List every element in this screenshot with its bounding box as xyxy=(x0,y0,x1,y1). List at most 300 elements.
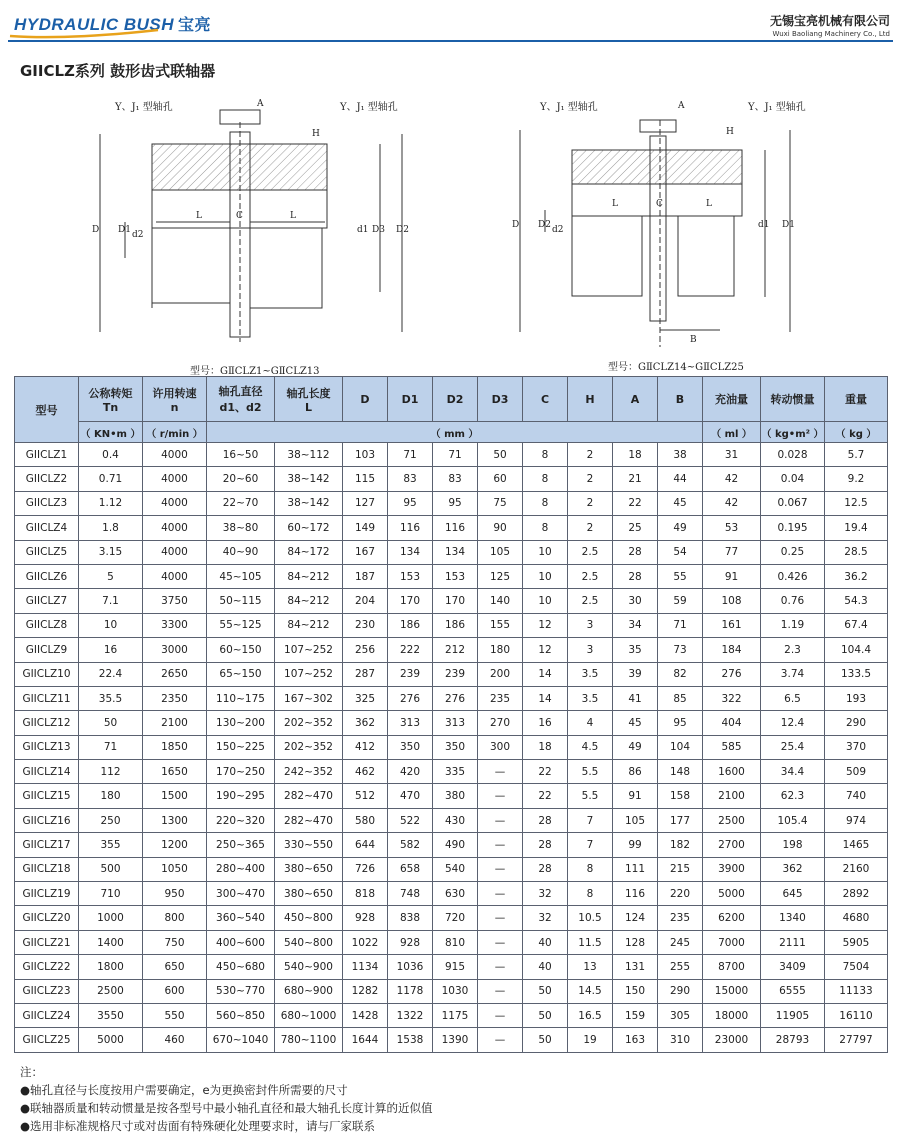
value-cell: 71 xyxy=(658,613,703,637)
diagram2-label-left: Y、J₁ 型轴孔 xyxy=(540,102,598,113)
value-cell: 133.5 xyxy=(825,662,888,686)
value-cell: 325 xyxy=(343,686,388,710)
svg-text:L: L xyxy=(290,211,296,221)
value-cell: 2500 xyxy=(79,979,143,1003)
value-cell: 500 xyxy=(79,857,143,881)
value-cell: 462 xyxy=(343,760,388,784)
value-cell: 0.426 xyxy=(761,564,825,588)
svg-text:H: H xyxy=(726,127,734,137)
diagram1-label-right: Y、J₁ 型轴孔 xyxy=(340,102,398,113)
value-cell: 4 xyxy=(568,711,613,735)
value-cell: 512 xyxy=(343,784,388,808)
value-cell: 5.5 xyxy=(568,760,613,784)
company-name-en: Wuxi Baoliang Machinery Co., Ltd xyxy=(772,30,890,38)
value-cell: 220~320 xyxy=(207,808,275,832)
value-cell: 22 xyxy=(523,760,568,784)
value-cell: 28 xyxy=(613,564,658,588)
value-cell: 404 xyxy=(703,711,761,735)
value-cell: 91 xyxy=(703,564,761,588)
value-cell: 34 xyxy=(613,613,658,637)
value-cell: 85 xyxy=(658,686,703,710)
table-row xyxy=(15,906,888,930)
header-weight: 重量 xyxy=(825,377,888,422)
table-row xyxy=(15,613,888,637)
value-cell: 95 xyxy=(658,711,703,735)
value-cell: 12 xyxy=(523,613,568,637)
value-cell: 4000 xyxy=(143,540,207,564)
model-cell: GIICLZ13 xyxy=(15,735,79,759)
value-cell: 31 xyxy=(703,443,761,467)
model-cell: GIICLZ9 xyxy=(15,638,79,662)
table-row xyxy=(15,1028,888,1052)
value-cell: 222 xyxy=(388,638,433,662)
value-cell: 12.4 xyxy=(761,711,825,735)
svg-text:L: L xyxy=(196,211,202,221)
table-row xyxy=(15,955,888,979)
value-cell: 84~172 xyxy=(275,540,343,564)
value-cell: 35.5 xyxy=(79,686,143,710)
value-cell: 658 xyxy=(388,857,433,881)
value-cell: 7000 xyxy=(703,930,761,954)
table-row xyxy=(15,638,888,662)
value-cell: 287 xyxy=(343,662,388,686)
value-cell: 450~800 xyxy=(275,906,343,930)
value-cell: 322 xyxy=(703,686,761,710)
value-cell: 32 xyxy=(523,882,568,906)
logo-swoosh-icon xyxy=(8,26,168,40)
value-cell: 11.5 xyxy=(568,930,613,954)
value-cell: 18 xyxy=(613,443,658,467)
value-cell: 0.71 xyxy=(79,467,143,491)
model-cell: GIICLZ22 xyxy=(15,955,79,979)
value-cell: 59 xyxy=(658,589,703,613)
header-speed: 许用转速 n xyxy=(143,377,207,422)
value-cell: 4000 xyxy=(143,443,207,467)
value-cell: 23000 xyxy=(703,1028,761,1052)
value-cell: 10 xyxy=(79,613,143,637)
value-cell: 1322 xyxy=(388,1003,433,1027)
header-bore-diameter: 轴孔直径 d1、d2 xyxy=(207,377,275,422)
value-cell: 11133 xyxy=(825,979,888,1003)
svg-text:D2: D2 xyxy=(396,225,409,235)
value-cell: 180 xyxy=(478,638,523,662)
value-cell: 3900 xyxy=(703,857,761,881)
value-cell: 53 xyxy=(703,516,761,540)
value-cell: 680~1000 xyxy=(275,1003,343,1027)
value-cell: 7 xyxy=(568,833,613,857)
value-cell: 1.8 xyxy=(79,516,143,540)
value-cell: 8 xyxy=(568,857,613,881)
model-cell: GIICLZ10 xyxy=(15,662,79,686)
value-cell: 111 xyxy=(613,857,658,881)
value-cell: 200 xyxy=(478,662,523,686)
value-cell: 4680 xyxy=(825,906,888,930)
value-cell: 16.5 xyxy=(568,1003,613,1027)
value-cell: 28 xyxy=(523,808,568,832)
value-cell: 670~1040 xyxy=(207,1028,275,1052)
header-model: 型号 xyxy=(15,377,79,443)
value-cell: 163 xyxy=(613,1028,658,1052)
value-cell: 14.5 xyxy=(568,979,613,1003)
value-cell: 71 xyxy=(388,443,433,467)
page-title: GIICLZ系列 鼓形齿式联轴器 xyxy=(20,62,216,80)
svg-text:L: L xyxy=(706,199,712,209)
model-cell: GIICLZ16 xyxy=(15,808,79,832)
value-cell: 4000 xyxy=(143,564,207,588)
svg-text:L: L xyxy=(612,199,618,209)
value-cell: 71 xyxy=(79,735,143,759)
svg-text:B: B xyxy=(690,335,697,345)
value-cell: 560~850 xyxy=(207,1003,275,1027)
value-cell: 750 xyxy=(143,930,207,954)
value-cell: 928 xyxy=(343,906,388,930)
model-cell: GIICLZ4 xyxy=(15,516,79,540)
value-cell: 49 xyxy=(613,735,658,759)
value-cell: 40~90 xyxy=(207,540,275,564)
value-cell: — xyxy=(478,784,523,808)
value-cell: 71 xyxy=(433,443,478,467)
value-cell: 198 xyxy=(761,833,825,857)
value-cell: 7.1 xyxy=(79,589,143,613)
svg-text:D: D xyxy=(92,225,100,235)
value-cell: 19.4 xyxy=(825,516,888,540)
value-cell: 11905 xyxy=(761,1003,825,1027)
value-cell: 250 xyxy=(79,808,143,832)
value-cell: 1538 xyxy=(388,1028,433,1052)
value-cell: 509 xyxy=(825,760,888,784)
model-cell: GIICLZ20 xyxy=(15,906,79,930)
value-cell: 355 xyxy=(79,833,143,857)
value-cell: 105 xyxy=(478,540,523,564)
value-cell: 73 xyxy=(658,638,703,662)
model-cell: GIICLZ1 xyxy=(15,443,79,467)
value-cell: 170~250 xyxy=(207,760,275,784)
value-cell: 161 xyxy=(703,613,761,637)
value-cell: 2111 xyxy=(761,930,825,954)
svg-text:D1: D1 xyxy=(782,220,795,230)
table-row xyxy=(15,589,888,613)
value-cell: 5905 xyxy=(825,930,888,954)
value-cell: 82 xyxy=(658,662,703,686)
value-cell: 974 xyxy=(825,808,888,832)
value-cell: 38~80 xyxy=(207,516,275,540)
value-cell: 187 xyxy=(343,564,388,588)
value-cell: 255 xyxy=(658,955,703,979)
value-cell: 1465 xyxy=(825,833,888,857)
value-cell: 45~105 xyxy=(207,564,275,588)
value-cell: 540 xyxy=(433,857,478,881)
header-h: H xyxy=(568,377,613,422)
unit-n: （ r/min ） xyxy=(143,422,207,443)
value-cell: 36.2 xyxy=(825,564,888,588)
value-cell: 22~70 xyxy=(207,491,275,515)
diagram1-label-left: Y、J₁ 型轴孔 xyxy=(115,102,173,113)
table-row xyxy=(15,930,888,954)
value-cell: 928 xyxy=(388,930,433,954)
value-cell: 276 xyxy=(433,686,478,710)
model-cell: GIICLZ25 xyxy=(15,1028,79,1052)
value-cell: 550 xyxy=(143,1003,207,1027)
model-cell: GIICLZ21 xyxy=(15,930,79,954)
value-cell: 124 xyxy=(613,906,658,930)
value-cell: 748 xyxy=(388,882,433,906)
value-cell: 50 xyxy=(523,1028,568,1052)
value-cell: 313 xyxy=(433,711,478,735)
value-cell: 38 xyxy=(658,443,703,467)
value-cell: 582 xyxy=(388,833,433,857)
value-cell: 290 xyxy=(825,711,888,735)
value-cell: 103 xyxy=(343,443,388,467)
value-cell: 16 xyxy=(523,711,568,735)
value-cell: 42 xyxy=(703,467,761,491)
value-cell: 1650 xyxy=(143,760,207,784)
svg-text:A: A xyxy=(678,101,685,111)
value-cell: 5000 xyxy=(79,1028,143,1052)
value-cell: — xyxy=(478,760,523,784)
value-cell: 282~470 xyxy=(275,808,343,832)
value-cell: 5.7 xyxy=(825,443,888,467)
value-cell: 726 xyxy=(343,857,388,881)
diagram1-caption: 型号：GⅡCLZ1~GⅡCLZ13 xyxy=(190,366,320,377)
svg-text:d2: d2 xyxy=(132,230,144,240)
value-cell: 3.74 xyxy=(761,662,825,686)
value-cell: 3409 xyxy=(761,955,825,979)
table-row xyxy=(15,784,888,808)
model-cell: GIICLZ17 xyxy=(15,833,79,857)
value-cell: 250~365 xyxy=(207,833,275,857)
value-cell: 412 xyxy=(343,735,388,759)
value-cell: 15000 xyxy=(703,979,761,1003)
value-cell: 10 xyxy=(523,589,568,613)
value-cell: 630 xyxy=(433,882,478,906)
value-cell: 950 xyxy=(143,882,207,906)
value-cell: 220 xyxy=(658,882,703,906)
diagram2-label-right: Y、J₁ 型轴孔 xyxy=(748,102,806,113)
value-cell: 2100 xyxy=(143,711,207,735)
value-cell: 167 xyxy=(343,540,388,564)
table-row xyxy=(15,540,888,564)
value-cell: 39 xyxy=(613,662,658,686)
header-b: B xyxy=(658,377,703,422)
value-cell: 740 xyxy=(825,784,888,808)
table-row xyxy=(15,443,888,467)
value-cell: 99 xyxy=(613,833,658,857)
value-cell: 1400 xyxy=(79,930,143,954)
model-cell: GIICLZ19 xyxy=(15,882,79,906)
value-cell: 1850 xyxy=(143,735,207,759)
value-cell: 41 xyxy=(613,686,658,710)
value-cell: 530~770 xyxy=(207,979,275,1003)
value-cell: 84~212 xyxy=(275,589,343,613)
value-cell: 300 xyxy=(478,735,523,759)
header-d2: D2 xyxy=(433,377,478,422)
model-cell: GIICLZ12 xyxy=(15,711,79,735)
value-cell: 380~650 xyxy=(275,882,343,906)
table-row xyxy=(15,491,888,515)
value-cell: 50 xyxy=(523,1003,568,1027)
value-cell: 4000 xyxy=(143,491,207,515)
svg-text:d1: d1 xyxy=(357,225,369,235)
unit-mm: （ mm ） xyxy=(207,422,703,443)
value-cell: 107~252 xyxy=(275,638,343,662)
value-cell: 335 xyxy=(433,760,478,784)
value-cell: 104 xyxy=(658,735,703,759)
value-cell: 585 xyxy=(703,735,761,759)
value-cell: 5 xyxy=(79,564,143,588)
value-cell: 290 xyxy=(658,979,703,1003)
table-row xyxy=(15,662,888,686)
model-cell: GIICLZ15 xyxy=(15,784,79,808)
value-cell: 42 xyxy=(703,491,761,515)
value-cell: 95 xyxy=(388,491,433,515)
value-cell: 2650 xyxy=(143,662,207,686)
value-cell: 540~800 xyxy=(275,930,343,954)
value-cell: 235 xyxy=(478,686,523,710)
value-cell: 127 xyxy=(343,491,388,515)
value-cell: 380~650 xyxy=(275,857,343,881)
page-header xyxy=(0,0,900,44)
value-cell: 810 xyxy=(433,930,478,954)
svg-text:C: C xyxy=(656,199,663,209)
value-cell: 62.3 xyxy=(761,784,825,808)
company-name-cn: 无锡宝亮机械有限公司 xyxy=(769,14,890,28)
value-cell: 3000 xyxy=(143,638,207,662)
notes-heading: 注： xyxy=(20,1065,43,1079)
model-cell: GIICLZ23 xyxy=(15,979,79,1003)
value-cell: 580 xyxy=(343,808,388,832)
value-cell: 270 xyxy=(478,711,523,735)
value-cell: 8 xyxy=(523,467,568,491)
value-cell: 18 xyxy=(523,735,568,759)
value-cell: 1.19 xyxy=(761,613,825,637)
svg-text:d1: d1 xyxy=(758,220,770,230)
value-cell: 600 xyxy=(143,979,207,1003)
value-cell: — xyxy=(478,808,523,832)
value-cell: 91 xyxy=(613,784,658,808)
value-cell: 276 xyxy=(388,686,433,710)
table-row xyxy=(15,467,888,491)
svg-text:C: C xyxy=(236,211,243,221)
table-row xyxy=(15,979,888,1003)
value-cell: 22 xyxy=(613,491,658,515)
value-cell: 75 xyxy=(478,491,523,515)
table-units-row xyxy=(15,422,888,443)
value-cell: 186 xyxy=(388,613,433,637)
value-cell: 10.5 xyxy=(568,906,613,930)
value-cell: 105.4 xyxy=(761,808,825,832)
value-cell: 800 xyxy=(143,906,207,930)
diagram2-caption: 型号：GⅡCLZ14~GⅡCLZ25 xyxy=(608,362,744,373)
value-cell: 0.25 xyxy=(761,540,825,564)
value-cell: 128 xyxy=(613,930,658,954)
value-cell: 230 xyxy=(343,613,388,637)
value-cell: 1500 xyxy=(143,784,207,808)
value-cell: 838 xyxy=(388,906,433,930)
value-cell: — xyxy=(478,979,523,1003)
note-item: ●选用非标准规格尺寸或对齿面有特殊硬化处理要求时，请与厂家联系 xyxy=(20,1119,376,1133)
value-cell: 1600 xyxy=(703,760,761,784)
value-cell: 10 xyxy=(523,564,568,588)
value-cell: 21 xyxy=(613,467,658,491)
value-cell: 470 xyxy=(388,784,433,808)
model-cell: GIICLZ3 xyxy=(15,491,79,515)
value-cell: 159 xyxy=(613,1003,658,1027)
value-cell: 2 xyxy=(568,467,613,491)
table-row xyxy=(15,882,888,906)
header-oil: 充油量 xyxy=(703,377,761,422)
model-cell: GIICLZ2 xyxy=(15,467,79,491)
value-cell: 1340 xyxy=(761,906,825,930)
table-header-row xyxy=(15,377,888,422)
value-cell: 2.5 xyxy=(568,540,613,564)
value-cell: 3 xyxy=(568,613,613,637)
company-block xyxy=(770,12,890,38)
model-cell: GIICLZ14 xyxy=(15,760,79,784)
value-cell: 330~550 xyxy=(275,833,343,857)
value-cell: 1036 xyxy=(388,955,433,979)
value-cell: 276 xyxy=(703,662,761,686)
value-cell: 27797 xyxy=(825,1028,888,1052)
logo-text: HYDRAULIC BUSH xyxy=(14,15,174,34)
header-c: C xyxy=(523,377,568,422)
coupling-drawing-small xyxy=(80,92,440,352)
value-cell: 84~212 xyxy=(275,564,343,588)
value-cell: 20~60 xyxy=(207,467,275,491)
value-cell: 310 xyxy=(658,1028,703,1052)
value-cell: 22 xyxy=(523,784,568,808)
value-cell: 239 xyxy=(388,662,433,686)
header-torque: 公称转矩 Tn xyxy=(79,377,143,422)
unit-kg: （ kg ） xyxy=(825,422,888,443)
value-cell: 153 xyxy=(433,564,478,588)
value-cell: 25.4 xyxy=(761,735,825,759)
value-cell: 6200 xyxy=(703,906,761,930)
value-cell: 1022 xyxy=(343,930,388,954)
value-cell: 1390 xyxy=(433,1028,478,1052)
value-cell: 60 xyxy=(478,467,523,491)
value-cell: 2 xyxy=(568,443,613,467)
value-cell: 1644 xyxy=(343,1028,388,1052)
logo-cn: 宝亮 xyxy=(178,17,212,34)
coupling-drawing-large xyxy=(500,92,830,352)
value-cell: 130~200 xyxy=(207,711,275,735)
value-cell: 116 xyxy=(388,516,433,540)
value-cell: 55 xyxy=(658,564,703,588)
value-cell: 30 xyxy=(613,589,658,613)
value-cell: 38~142 xyxy=(275,467,343,491)
value-cell: 105 xyxy=(613,808,658,832)
value-cell: 125 xyxy=(478,564,523,588)
value-cell: 45 xyxy=(613,711,658,735)
table-row xyxy=(15,857,888,881)
value-cell: 362 xyxy=(343,711,388,735)
value-cell: 83 xyxy=(433,467,478,491)
value-cell: 3.5 xyxy=(568,686,613,710)
value-cell: 34.4 xyxy=(761,760,825,784)
value-cell: 38~112 xyxy=(275,443,343,467)
value-cell: 420 xyxy=(388,760,433,784)
value-cell: 202~352 xyxy=(275,735,343,759)
value-cell: 450~680 xyxy=(207,955,275,979)
value-cell: 215 xyxy=(658,857,703,881)
value-cell: 2500 xyxy=(703,808,761,832)
value-cell: 83 xyxy=(388,467,433,491)
svg-text:A: A xyxy=(257,99,264,109)
table-row xyxy=(15,711,888,735)
value-cell: 0.195 xyxy=(761,516,825,540)
unit-ml: （ ml ） xyxy=(703,422,761,443)
value-cell: 16110 xyxy=(825,1003,888,1027)
